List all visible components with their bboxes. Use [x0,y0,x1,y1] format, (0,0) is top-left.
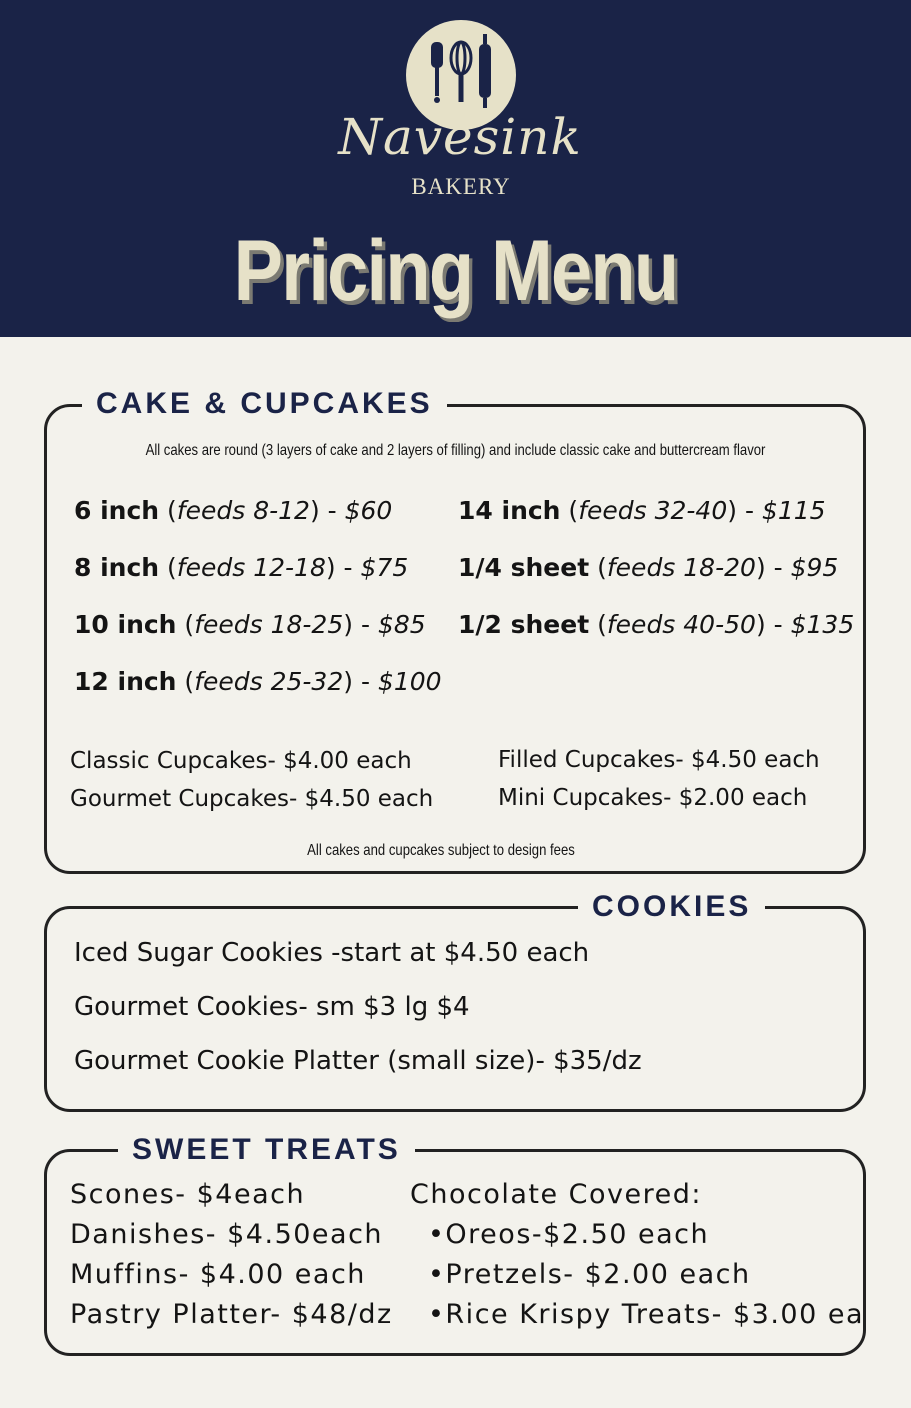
cake-intro-note: All cakes are round (3 layers of cake and 2 layers of filling) and include classic cake and buttercream flavor [145,442,766,459]
cake-size-row: 12 inch (feeds 25-32) - $100 [74,667,442,696]
sweet-item: Danishes- $4.50each [70,1219,384,1250]
cupcake-item: Filled Cupcakes- $4.50 each [498,747,820,773]
sweet-item: •Oreos-$2.50 each [428,1219,710,1250]
cake-size-row: 6 inch (feeds 8-12) - $60 [74,496,393,525]
cake-sizes-left [74,494,442,722]
cupcakes-left [70,742,433,818]
page-title: Pricing Menu [233,223,678,319]
cookies-section-title: COOKIES [578,889,765,925]
chocolate-covered-heading: Chocolate Covered: [410,1179,702,1210]
cake-size-row: 8 inch (feeds 12-18) - $75 [74,553,409,582]
cupcake-item: Mini Cupcakes- $2.00 each [498,785,808,811]
brand-script-name: Navesink [338,108,582,166]
cupcake-item: Classic Cupcakes- $4.00 each [70,748,412,774]
cupcakes-right [498,741,820,817]
whisk-icon [451,42,471,102]
cookie-item: Iced Sugar Cookies -start at $4.50 each [74,938,590,968]
sweets-left-list [70,1175,393,1335]
sweet-item: Muffins- $4.00 each [70,1259,366,1290]
sweets-right-list [410,1175,864,1335]
cake-size-row: 10 inch (feeds 18-25) - $85 [74,610,426,639]
design-fees-note: All cakes and cupcakes subject to design fees [307,842,575,859]
cake-section-title: CAKE & CUPCAKES [82,386,447,422]
header-banner [0,0,911,337]
cupcake-item: Gourmet Cupcakes- $4.50 each [70,786,434,812]
sweet-item: •Rice Krispy Treats- $3.00 ea [428,1299,865,1330]
sweet-item: Pastry Platter- $48/dz [70,1299,393,1330]
cake-sizes-right [458,494,854,665]
rolling-pin-icon [479,34,491,108]
sweet-item: •Pretzels- $2.00 each [428,1259,751,1290]
cookies-list [74,934,642,1096]
sweets-section-title: SWEET TREATS [118,1132,415,1168]
spatula-icon [431,42,443,103]
cake-size-row: 1/2 sheet (feeds 40-50) - $135 [458,610,855,639]
cookie-item: Gourmet Cookie Platter (small size)- $35/dz [74,1046,642,1076]
cookie-item: Gourmet Cookies- sm $3 lg $4 [74,992,470,1022]
cake-size-row: 14 inch (feeds 32-40) - $115 [458,496,826,525]
cake-size-row: 1/4 sheet (feeds 18-20) - $95 [458,553,839,582]
brand-sub-name: BAKERY [411,174,511,199]
sweet-item: Scones- $4each [70,1179,306,1210]
